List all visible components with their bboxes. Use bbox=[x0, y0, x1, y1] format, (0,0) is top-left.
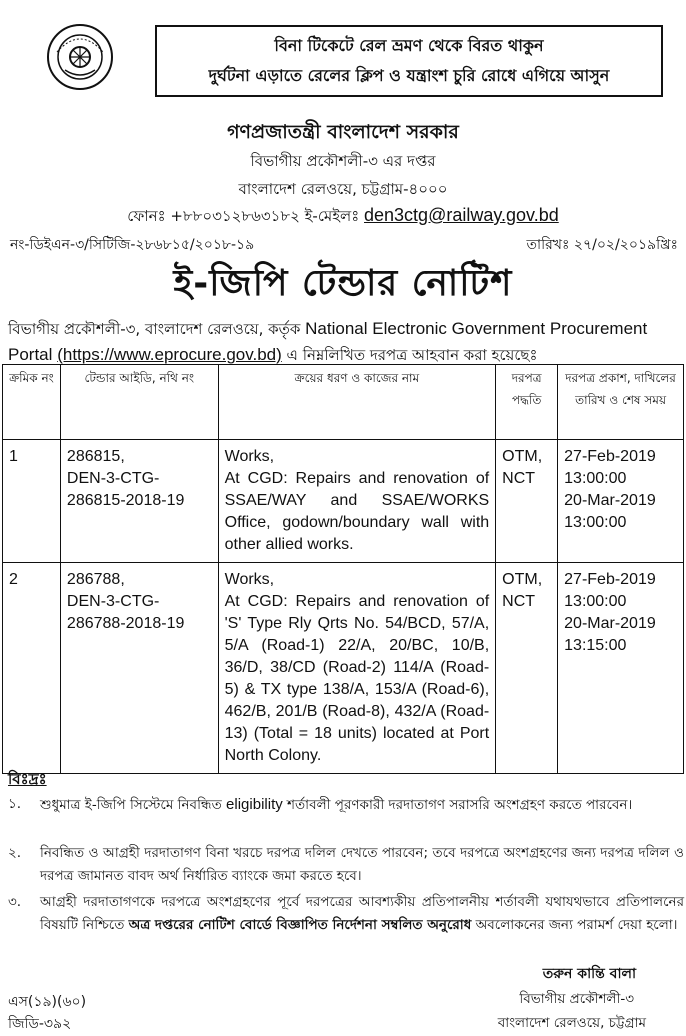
note-text-part: অবলোকনের জন্য পরামর্শ দেয়া হলো। bbox=[475, 917, 678, 933]
publish-time: 13:00:00 bbox=[564, 470, 627, 487]
notes-heading: বিঃদ্রঃ bbox=[8, 770, 47, 788]
memo-number: এস(১৯)(৬০) bbox=[8, 994, 87, 1010]
portal-url-link[interactable]: (https://www.eprocure.gov.bd) bbox=[57, 345, 282, 364]
banner-line-1: বিনা টিকেটে রেল ভ্রমণ থেকে বিরত থাকুন bbox=[274, 36, 544, 55]
header-work-name: ক্রয়ের ধরণ ও কাজের নাম bbox=[218, 365, 496, 440]
memo-code: জিডি-৩৯২ bbox=[8, 1016, 72, 1032]
note-text-bold: অত্র দপ্তরের নোটিশ বোর্ডে বিজ্ঞাপিত নির্দেশনা সম্বলিত অনুরোধ bbox=[128, 917, 472, 933]
procurement-type: Works, bbox=[224, 448, 275, 465]
file-number: DEN-3-CTG-286788-2018-19 bbox=[66, 593, 185, 632]
note-number: ২. bbox=[8, 845, 22, 861]
work-description: At CGD: Repairs and renovation of 'S' Type Rly Qrts No. 54/BCD, 57/A, 5/A (Road-1) 22/A, 20/BC, 10/B, 36/D, 38/CD (Road-2) 114/A (Road-5) & TX type 138/A, 153/A (Road-6), 462/B, 201/B (Road-8), 432/A (Road-13) (Total = 18 units) located at Port North Colony. bbox=[224, 593, 490, 764]
table-row bbox=[3, 440, 684, 563]
warning-banner bbox=[155, 25, 663, 97]
closing-time: 13:15:00 bbox=[564, 637, 627, 654]
reference-date: তারিখঃ ২৭/০২/২০১৯খ্রিঃ bbox=[526, 237, 678, 253]
intro-paragraph bbox=[8, 316, 684, 368]
signatory-designation: বিভাগীয় প্রকৌশলী-৩ bbox=[519, 991, 634, 1007]
portal-name: National Electronic Government Procurement Portal bbox=[8, 319, 648, 364]
note-text-part: আগ্রহী দরদাতাগণকে দরপত্রে অংশগ্রহণের পূর্বে দরপত্রের আবশ্যকীয় প্রতিপালনীয় শর্তাবলী যথাযথভাবে প্রতিপালনের বিষয়টি নিশ্চিতে bbox=[40, 894, 684, 933]
tender-table bbox=[2, 364, 684, 774]
email-link[interactable]: den3ctg@railway.gov.bd bbox=[364, 205, 559, 225]
dates-cell bbox=[558, 440, 684, 563]
signatory-organization: বাংলাদেশ রেলওয়ে, চট্টগ্রাম bbox=[497, 1015, 646, 1031]
work-cell bbox=[218, 440, 496, 563]
closing-date: 20-Mar-2019 bbox=[564, 615, 656, 632]
work-description: At CGD: Repairs and renovation of SSAE/WAY and SSAE/WORKS Office, godown/boundary wall with other allied works. bbox=[224, 470, 490, 553]
phone-text: ফোনঃ +৮৮০৩১২৮৬৩১৮২ ই-মেইলঃ bbox=[127, 207, 360, 225]
note-item bbox=[8, 793, 684, 817]
tender-id: 286788, bbox=[66, 571, 125, 588]
notice-title: ই-জিপি টেন্ডার নোটিশ bbox=[173, 263, 513, 304]
note-text-english: eligibility bbox=[226, 796, 283, 813]
office-address: বাংলাদেশ রেলওয়ে, চট্টগ্রাম-৪০০০ bbox=[238, 180, 448, 198]
intro-part-1: বিভাগীয় প্রকৌশলী-৩, বাংলাদেশ রেলওয়ে, কর্তৃক bbox=[8, 320, 301, 338]
tender-id-cell bbox=[60, 440, 218, 563]
tender-id: 286815, bbox=[66, 448, 125, 465]
method-cell bbox=[496, 440, 558, 563]
method-2: NCT bbox=[502, 593, 536, 610]
note-item bbox=[8, 842, 684, 888]
signatory-name: তরুন কান্তি বালা bbox=[542, 966, 636, 982]
work-cell bbox=[218, 563, 496, 774]
banner-line-2: দুর্ঘটনা এড়াতে রেলের ক্লিপ ও যন্ত্রাংশ চুরি রোধে এগিয়ে আসুন bbox=[208, 66, 610, 85]
note-text-part: শুধুমাত্র ই-জিপি সিস্টেমে নিবন্ধিত bbox=[40, 797, 222, 813]
publish-date: 27-Feb-2019 bbox=[564, 571, 656, 588]
method-cell bbox=[496, 563, 558, 774]
table-header-row bbox=[3, 365, 684, 440]
header-dates: দরপত্র প্রকাশ, দাখিলের তারিখ ও শেষ সময় bbox=[558, 365, 684, 440]
government-seal bbox=[45, 22, 115, 92]
serial-cell: 1 bbox=[3, 440, 61, 563]
note-number: ১. bbox=[8, 796, 22, 812]
office-name: বিভাগীয় প্রকৌশলী-৩ এর দপ্তর bbox=[250, 152, 436, 170]
intro-part-2: এ নিম্নলিখিত দরপত্র আহবান করা হয়েছেঃ bbox=[286, 346, 538, 364]
note-text bbox=[40, 793, 684, 817]
government-name: গণপ্রজাতন্ত্রী বাংলাদেশ সরকার bbox=[227, 121, 459, 143]
dates-cell bbox=[558, 563, 684, 774]
note-item bbox=[8, 891, 684, 937]
closing-date: 20-Mar-2019 bbox=[564, 492, 656, 509]
method-1: OTM, bbox=[502, 571, 543, 588]
serial-cell: 2 bbox=[3, 563, 61, 774]
closing-time: 13:00:00 bbox=[564, 514, 627, 531]
procurement-type: Works, bbox=[224, 571, 275, 588]
note-text bbox=[40, 891, 684, 937]
publish-time: 13:00:00 bbox=[564, 593, 627, 610]
method-1: OTM, bbox=[502, 448, 543, 465]
header-tender-id: টেন্ডার আইডি, নথি নং bbox=[60, 365, 218, 440]
table-row bbox=[3, 563, 684, 774]
tender-id-cell bbox=[60, 563, 218, 774]
contact-line bbox=[0, 205, 686, 230]
file-number: DEN-3-CTG-286815-2018-19 bbox=[66, 470, 185, 509]
reference-number: নং-ডিইএন-৩/সিটিজি-২৮৬৮১৫/২০১৮-১৯ bbox=[10, 237, 255, 253]
note-text: নিবন্ধিত ও আগ্রহী দরদাতাগণ বিনা খরচে দরপত্র দলিল দেখতে পারবেন; তবে দরপত্রে অংশগ্রহণের জন্য দরপত্র দলিল ও দরপত্র জামানত বাবদ অর্থ নির্ধারিত ব্যাংকে জমা করতে হবে। bbox=[40, 845, 684, 884]
header-serial: ক্রমিক নং bbox=[3, 365, 61, 440]
publish-date: 27-Feb-2019 bbox=[564, 448, 656, 465]
method-2: NCT bbox=[502, 470, 536, 487]
header-method: দরপত্র পদ্ধতি bbox=[496, 365, 558, 440]
note-text-part: শর্তাবলী পূরণকারী দরদাতাগণ সরাসরি অংশগ্রহণ করতে পারবেন। bbox=[287, 797, 633, 813]
note-number: ৩. bbox=[8, 894, 22, 910]
